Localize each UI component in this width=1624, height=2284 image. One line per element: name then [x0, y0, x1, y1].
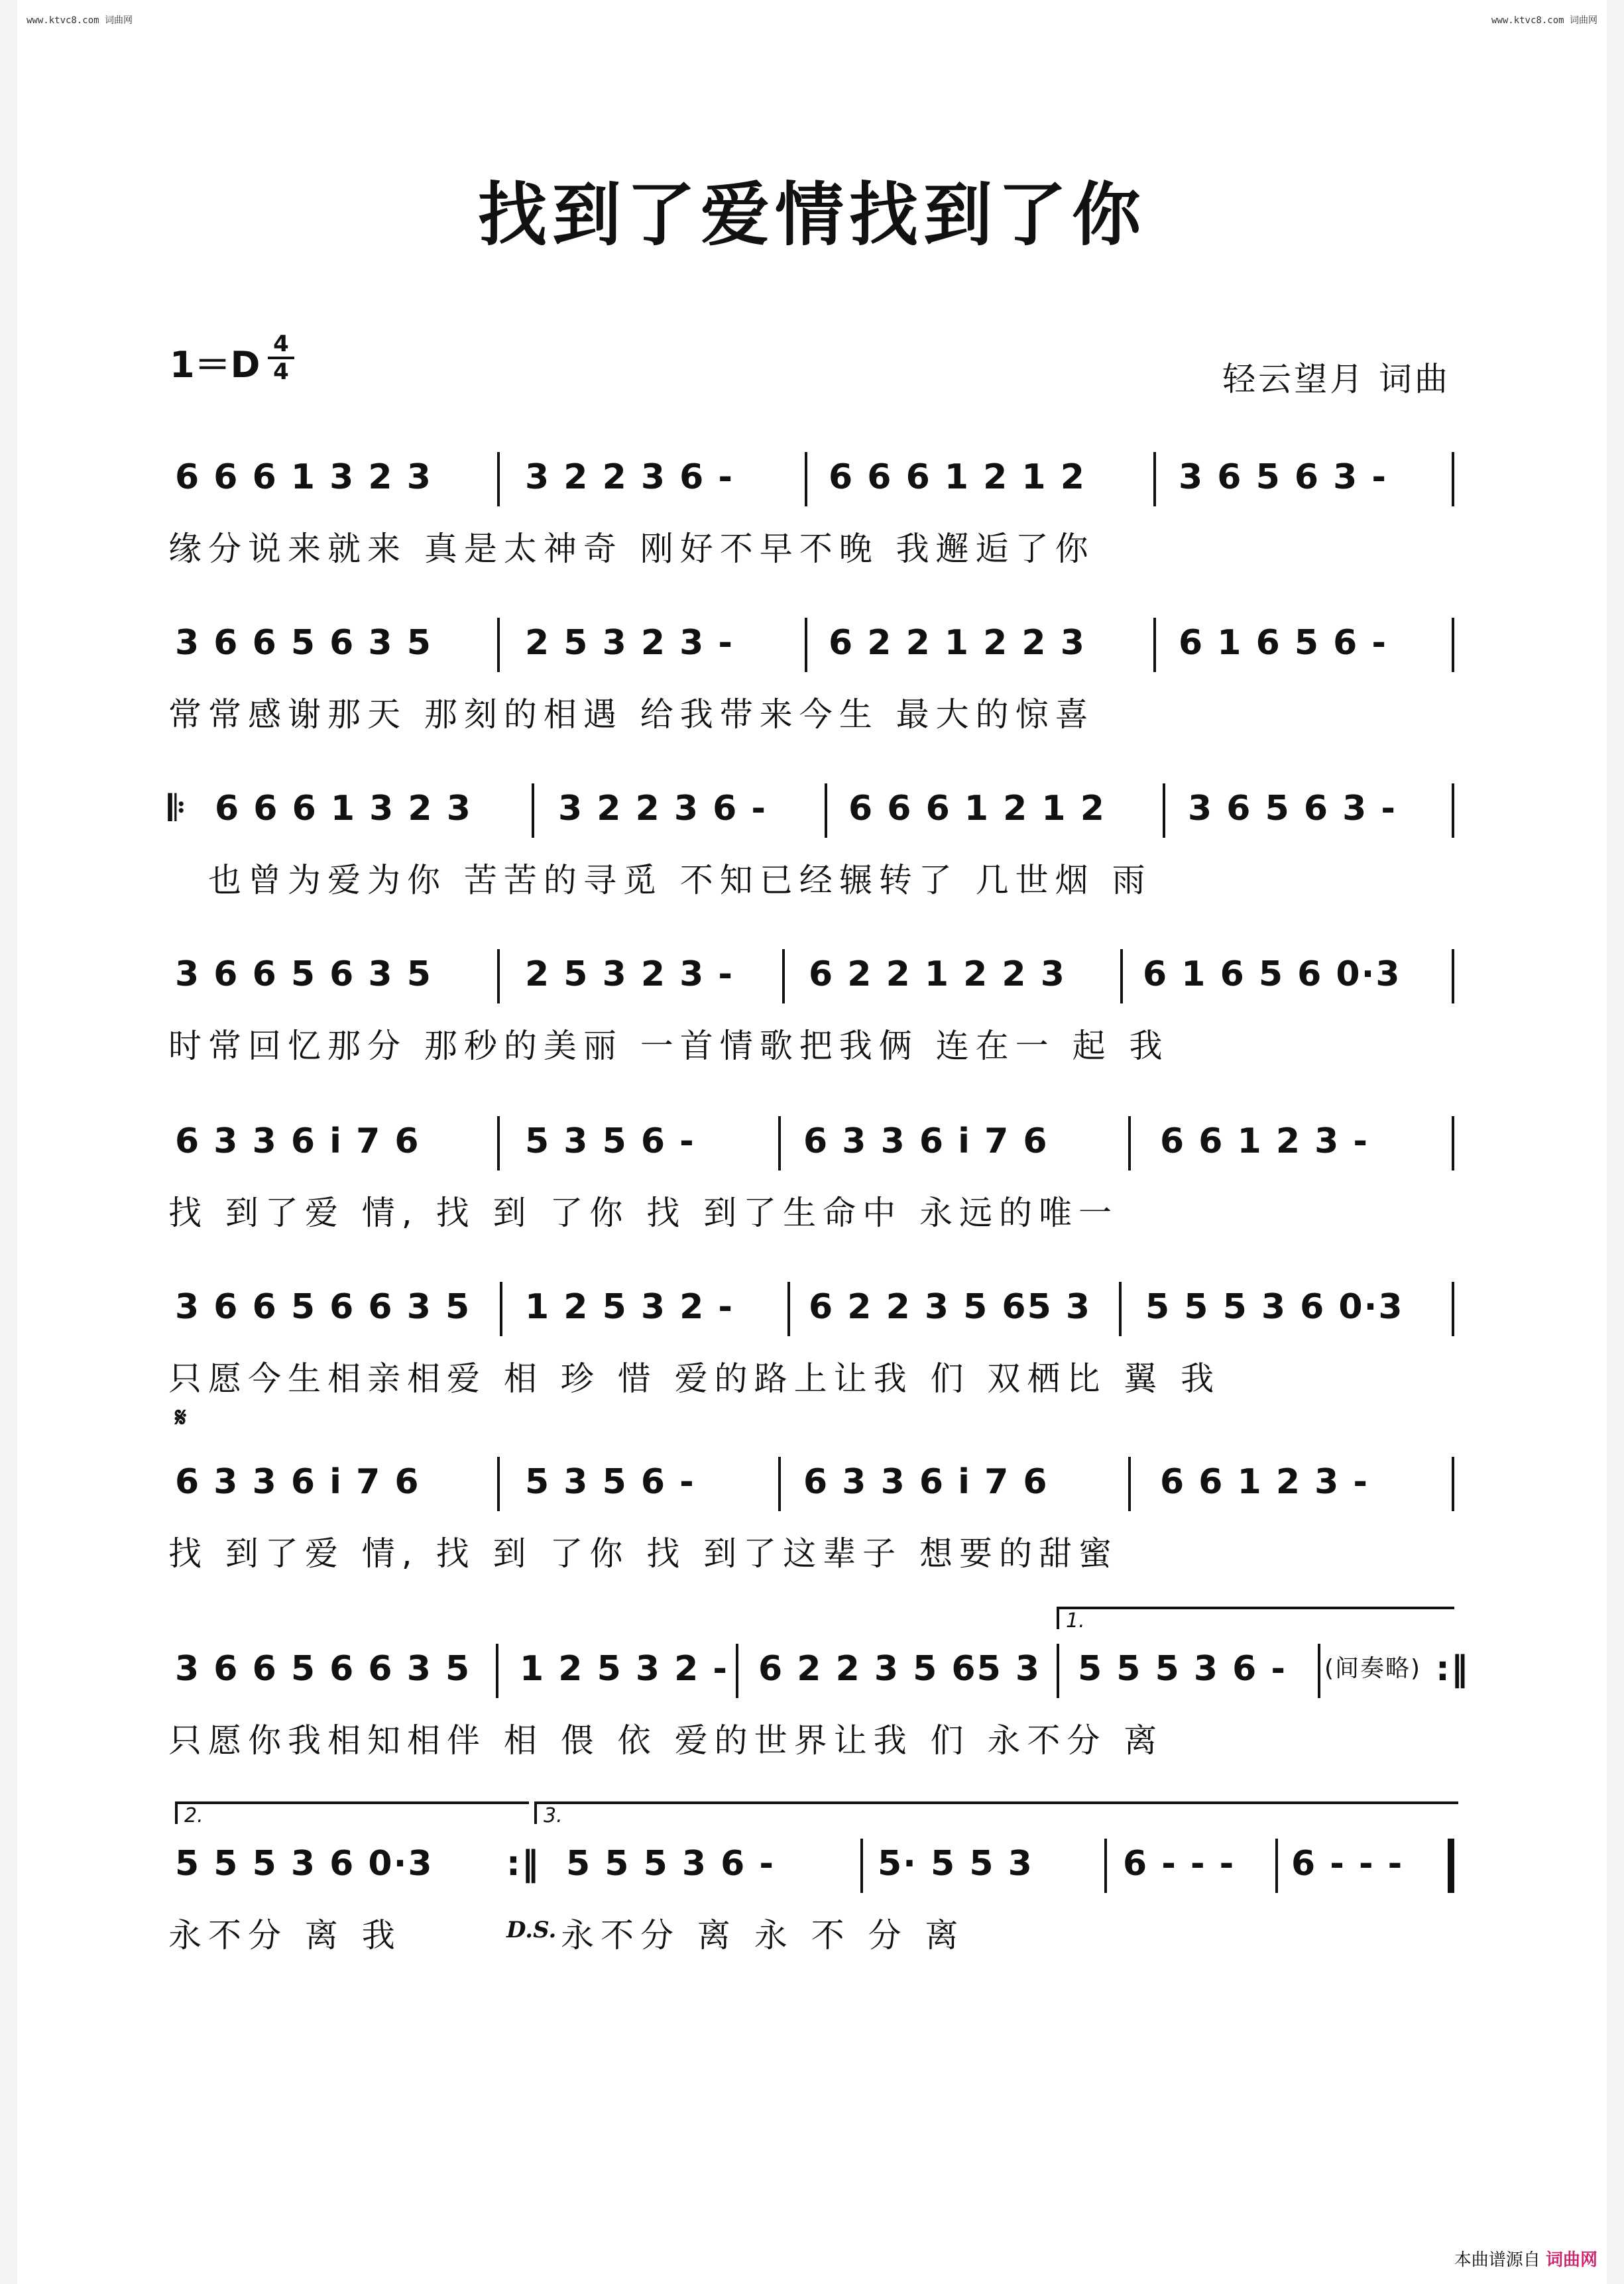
bar-line — [805, 452, 807, 506]
bar-line — [1163, 783, 1165, 838]
measure-1: 6 3 3 6 i 7 6 — [175, 1121, 420, 1161]
lyric-line: 找 到了爱 情, 找 到 了你 找 到了生命中 永远的唯一 — [168, 1194, 1119, 1232]
measure-2: 1 2 5 3 2 - — [525, 1287, 734, 1327]
measure-1: 3 6 6 5 6 6 3 5 — [175, 1649, 471, 1689]
score-row-4 — [168, 941, 1454, 1107]
measure-1: 6 3 3 6 i 7 6 — [175, 1462, 420, 1502]
measure-3: 5· 5 5 3 — [878, 1844, 1033, 1884]
measure-1: 6 6 6 1 3 2 3 — [215, 789, 472, 828]
measure-1: 3 6 6 5 6 6 3 5 — [175, 1287, 471, 1327]
lyric-line: 只愿你我相知相伴 相 偎 依 爱的世界让我 们 永不分 离 — [168, 1721, 1164, 1760]
measure-2: 2 5 3 2 3 - — [525, 954, 734, 994]
notation-line — [168, 1274, 1454, 1340]
lyric-line: 也曾为爱为你 苦苦的寻觅 不知已经辗转了 几世烟 雨 — [208, 861, 1152, 899]
score-row-5 — [168, 1108, 1454, 1274]
score-row-3 — [168, 775, 1454, 941]
bar-line — [1452, 1116, 1454, 1171]
bar-line — [1452, 452, 1454, 506]
measure-3: 6 6 6 1 2 1 2 — [848, 789, 1106, 828]
measure-3: 6 2 2 3 5 65 3 — [809, 1287, 1092, 1327]
score-row-1 — [168, 444, 1454, 610]
measure-5: 6 - - - — [1291, 1844, 1404, 1884]
measure-2: 5 3 5 6 - — [525, 1121, 695, 1161]
measure-2: 3 2 2 3 6 - — [525, 457, 734, 497]
corner-watermark-right: www.ktvc8.com 词曲网 — [1491, 15, 1597, 26]
lyric-line: 时常回忆那分 那秒的美丽 一首情歌把我俩 连在一 起 我 — [168, 1027, 1169, 1065]
bar-line — [532, 783, 534, 838]
score-row-7 — [168, 1402, 1454, 1615]
lyric-line-ending-3: 永不分 离 永 不 分 离 — [561, 1916, 965, 1955]
measure-4: 6 6 1 2 3 - — [1160, 1462, 1369, 1502]
repeat-end-sign: :‖ — [1436, 1649, 1470, 1689]
time-signature — [268, 333, 294, 383]
bar-line — [825, 783, 827, 838]
footer-brand-link[interactable]: 词曲网 — [1545, 2250, 1597, 2270]
notation-line — [168, 444, 1454, 510]
notation-line — [168, 1831, 1454, 1897]
bar-line — [1104, 1839, 1107, 1893]
meter-bottom: 4 — [273, 359, 289, 385]
measure-2: 1 2 5 3 2 - — [520, 1649, 729, 1689]
bar-line — [1452, 618, 1454, 672]
measure-4: 6 - - - — [1123, 1844, 1236, 1884]
bar-line — [1452, 949, 1454, 1003]
third-ending-bracket: 3. — [534, 1801, 1458, 1824]
bar-line — [805, 618, 807, 672]
bar-line — [497, 618, 500, 672]
measure-4: 6 1 6 5 6 - — [1179, 623, 1388, 663]
credit-line: 轻云望月 词曲 — [1222, 360, 1450, 398]
score-row-8 — [168, 1609, 1470, 1801]
bar-line — [860, 1839, 863, 1893]
measure-3: 6 6 6 1 2 1 2 — [829, 457, 1086, 497]
lyric-line: 常常感谢那天 那刻的相遇 给我带来今生 最大的惊喜 — [168, 695, 1095, 734]
measure-4: 6 6 1 2 3 - — [1160, 1121, 1369, 1161]
measure-1: 6 6 6 1 3 2 3 — [175, 457, 432, 497]
measure-1: 3 6 6 5 6 3 5 — [175, 954, 432, 994]
bar-line — [787, 1282, 790, 1336]
bar-line — [1120, 949, 1123, 1003]
corner-watermark-left: www.ktvc8.com 词曲网 — [27, 15, 133, 26]
first-ending-bracket: 1. — [1057, 1607, 1454, 1629]
measure-2: 3 2 2 3 6 - — [558, 789, 768, 828]
bar-line — [497, 949, 500, 1003]
measure-1: 5 5 5 3 6 0·3 — [175, 1844, 434, 1884]
bar-line — [496, 1644, 498, 1698]
bar-line — [1119, 1282, 1122, 1336]
bar-line — [1452, 1282, 1454, 1336]
lyric-line: 找 到了爱 情, 找 到 了你 找 到了这辈子 想要的甜蜜 — [168, 1534, 1119, 1573]
right-edge-strip — [1607, 0, 1624, 2284]
final-bar-line — [1448, 1839, 1454, 1893]
bar-line — [1057, 1644, 1059, 1698]
song-title: 找到了爱情找到了你 — [477, 174, 1146, 255]
bar-line — [782, 949, 785, 1003]
lyric-line: 缘分说来就来 真是太神奇 刚好不早不晚 我邂逅了你 — [168, 530, 1095, 568]
measure-4: 5 5 5 3 6 0·3 — [1145, 1287, 1404, 1327]
bar-line — [497, 1457, 500, 1511]
notation-line — [168, 1108, 1454, 1174]
notation-line — [168, 1636, 1470, 1702]
measure-1: 3 6 6 5 6 3 5 — [175, 623, 432, 663]
bar-line — [1452, 1457, 1454, 1511]
measure-4: 3 6 5 6 3 - — [1179, 457, 1388, 497]
bar-line — [1153, 618, 1156, 672]
measure-3: 6 2 2 3 5 65 3 — [758, 1649, 1041, 1689]
second-ending-bracket: 2. — [175, 1801, 529, 1824]
footer-source-label: 本曲谱源自 — [1454, 2250, 1540, 2270]
notation-line — [168, 1449, 1454, 1515]
repeat-start-sign: 𝄆 — [168, 789, 187, 828]
measure-3: 6 3 3 6 i 7 6 — [803, 1121, 1049, 1161]
notation-line — [168, 610, 1454, 676]
bar-line — [1153, 452, 1156, 506]
interlude-note: (间奏略) — [1324, 1655, 1422, 1682]
dal-segno-mark: D.S. — [506, 1917, 557, 1943]
meter-top: 4 — [273, 331, 289, 357]
segno-sign: 𝄋 — [175, 1402, 187, 1433]
bar-line — [778, 1116, 781, 1171]
bar-line — [1128, 1457, 1131, 1511]
measure-3: 6 3 3 6 i 7 6 — [803, 1462, 1049, 1502]
notation-line — [168, 941, 1454, 1007]
key-signature: 1＝D — [170, 344, 261, 386]
bar-line — [778, 1457, 781, 1511]
score-row-6 — [168, 1274, 1454, 1440]
score-row-2 — [168, 610, 1454, 775]
measure-4: 5 5 5 3 6 - — [1078, 1649, 1287, 1689]
bar-line — [1452, 783, 1454, 838]
bar-line — [1275, 1839, 1278, 1893]
bar-line — [1128, 1116, 1131, 1171]
lyric-line-ending-2: 永不分 离 我 — [168, 1916, 402, 1955]
bar-line — [1318, 1644, 1320, 1698]
measure-2: 5 5 5 3 6 - — [566, 1844, 776, 1884]
bar-line — [497, 1116, 500, 1171]
measure-3: 6 2 2 1 2 2 3 — [829, 623, 1086, 663]
measure-4: 6 1 6 5 6 0·3 — [1143, 954, 1401, 994]
bar-line — [500, 1282, 502, 1336]
score-row-9 — [168, 1804, 1454, 1996]
measure-2: 2 5 3 2 3 - — [525, 623, 734, 663]
bar-line — [497, 452, 500, 506]
lyric-line: 只愿今生相亲相爱 相 珍 惜 爱的路上让我 们 双栖比 翼 我 — [168, 1359, 1221, 1398]
notation-line — [168, 775, 1454, 842]
measure-2: 5 3 5 6 - — [525, 1462, 695, 1502]
repeat-end-sign: :‖ — [506, 1844, 540, 1884]
footer-source — [1454, 2246, 1597, 2271]
bar-line — [736, 1644, 738, 1698]
left-edge-strip — [0, 0, 17, 2284]
measure-3: 6 2 2 1 2 2 3 — [809, 954, 1066, 994]
measure-4: 3 6 5 6 3 - — [1188, 789, 1397, 828]
